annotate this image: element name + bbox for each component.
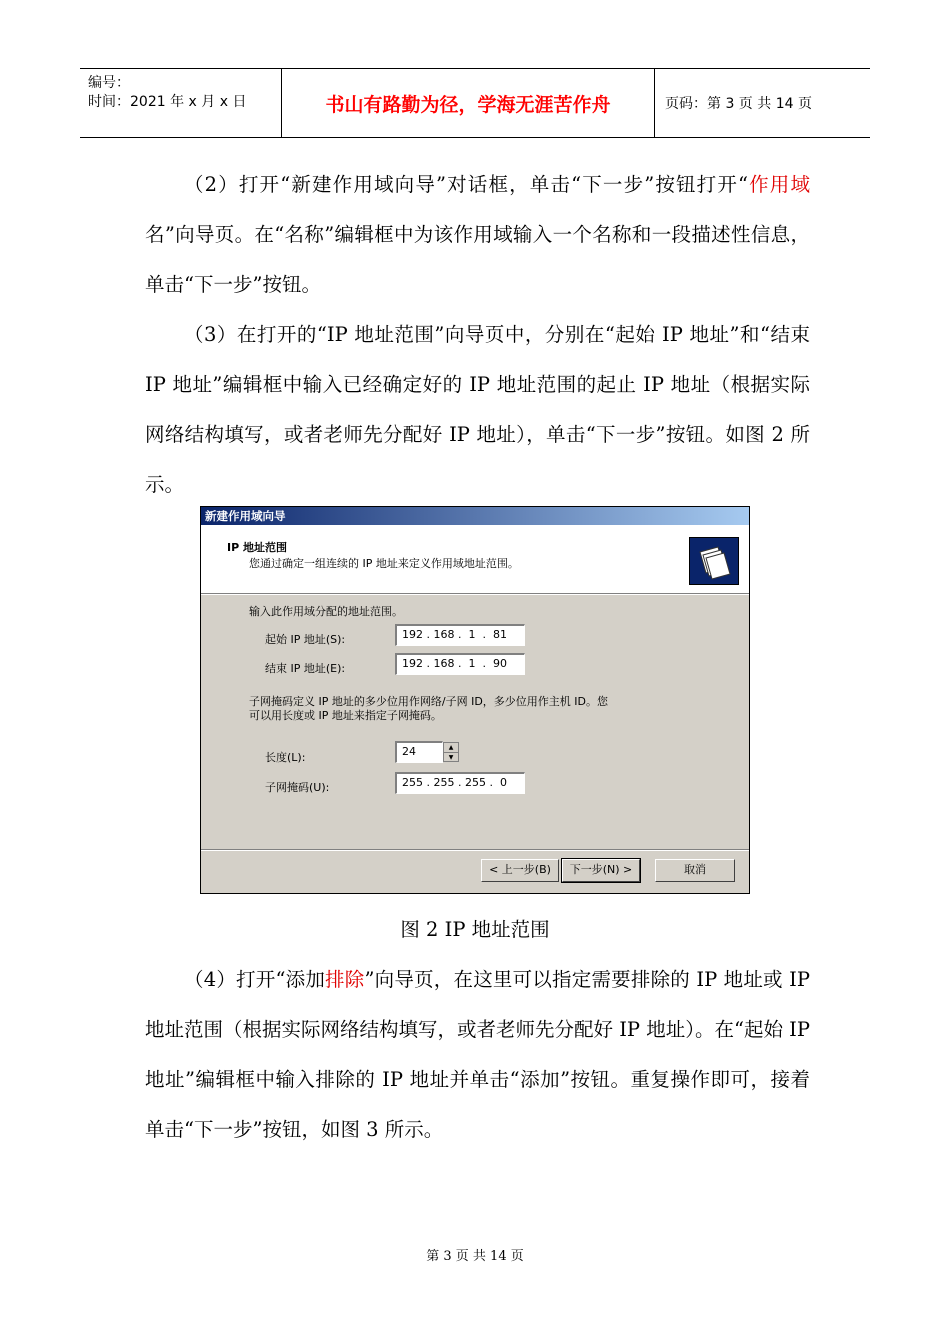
cancel-button[interactable]: 取消	[655, 859, 735, 882]
wizard-page-subheading: 您通过确定一组连续的 IP 地址来定义作用域地址范围。	[249, 557, 519, 570]
range-prompt-label: 输入此作用域分配的地址范围。	[249, 605, 403, 618]
back-button[interactable]: < 上一步(B)	[481, 859, 559, 882]
length-spinner[interactable]	[443, 742, 459, 762]
subnet-mask-field[interactable]: 255 . 255 . 255 . 0	[395, 772, 525, 794]
wizard-page-heading: IP 地址范围	[227, 541, 287, 554]
next-button[interactable]: 下一步(N) >	[562, 859, 640, 882]
document-number-label: 编号：	[88, 75, 130, 91]
paragraph-text: （4）打开“添加	[184, 968, 326, 991]
header-meta-cell	[80, 69, 282, 137]
dialog-header-panel	[201, 525, 749, 594]
wizard-folders-icon	[689, 537, 739, 585]
start-ip-label: 起始 IP 地址(S):	[265, 633, 346, 646]
spin-down-icon[interactable]: ▼	[448, 754, 454, 761]
dialog-title-bar: 新建作用域向导	[201, 507, 749, 525]
end-ip-label: 结束 IP 地址(E):	[265, 662, 346, 675]
highlighted-term: 排除	[325, 968, 365, 991]
paragraph-text: （2）打开“新建作用域向导”对话框，单击“下一步”按钮打开“	[184, 173, 748, 196]
subnet-mask-description: 子网掩码定义 IP 地址的多少位用作网络/子网 ID，多少位用作主机 ID。您	[249, 695, 608, 708]
length-label: 长度(L):	[265, 751, 306, 764]
paragraph-step-4	[145, 955, 810, 1155]
subnet-mask-label: 子网掩码(U):	[265, 781, 330, 794]
start-ip-field[interactable]: 192 . 168 . 1 . 81	[395, 624, 525, 646]
paragraph-step-3: （3）在打开的“IP 地址范围”向导页中，分别在“起始 IP 地址”和“结束 IP 地址”编辑框中输入已经确定好的 IP 地址范围的起止 IP 地址（根据实际网络结构填写，或者老师先分配好 IP 地址），单击“下一步”按钮。如图 2 所示。	[145, 323, 810, 496]
paragraph-step-2	[145, 160, 810, 310]
divider	[201, 594, 749, 595]
paragraph-text: ”向导页，在这里可以指定需要排除的 IP 地址或 IP 地址范围（根据实际网络结构填写，或者老师先分配好 IP 地址）。在“起始 IP 地址”编辑框中输入排除的 IP 地址并单击“添加”按钮。重复操作即可，接着单击“下一步”按钮，如图 3 所示。	[145, 968, 810, 1141]
figure-caption: 图 2 IP 地址范围	[400, 918, 550, 941]
length-field[interactable]: 24	[395, 741, 443, 763]
subnet-mask-description: 可以用长度或 IP 地址来指定子网掩码。	[249, 709, 442, 722]
end-ip-field[interactable]: 192 . 168 . 1 . 90	[395, 653, 525, 675]
divider	[201, 849, 749, 851]
header-motto: 书山有路勤为径，学海无涯苦作舟	[282, 69, 655, 137]
paragraph-text: 名”向导页。在“名称”编辑框中为该作用域输入一个名称和一段描述性信息，单击“下一步”按钮。	[145, 223, 810, 296]
highlighted-term: 作用域	[747, 173, 810, 196]
spin-up-icon[interactable]: ▲	[444, 743, 458, 753]
document-date-label: 时间：2021 年 x 月 x 日	[88, 94, 247, 110]
page-footer: 第 3 页 共 14 页	[426, 1249, 524, 1264]
page-header	[80, 68, 870, 138]
header-page-number: 页码：第 3 页 共 14 页	[665, 96, 812, 112]
wizard-dialog-screenshot	[200, 506, 750, 894]
